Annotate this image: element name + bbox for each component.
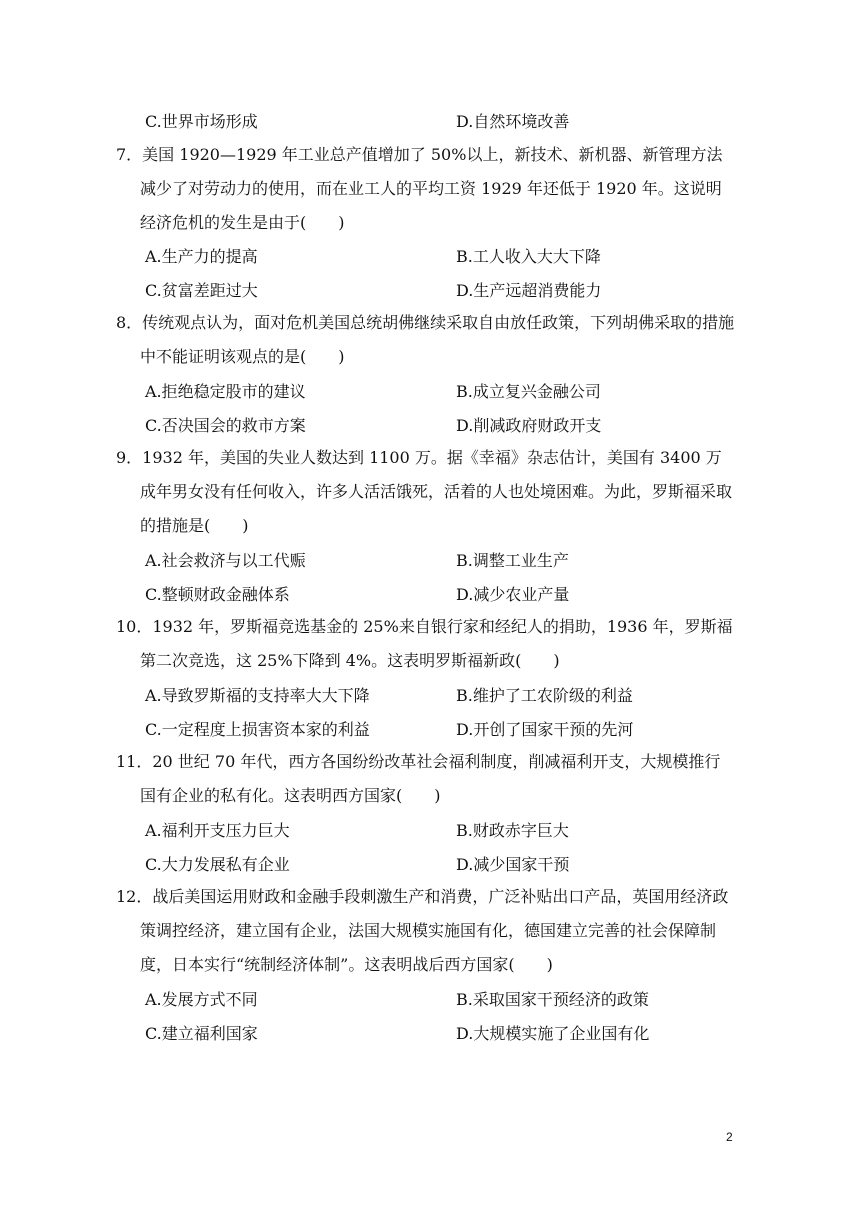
q9-option-d: D.减少农业产量 [456,585,570,604]
q11-option-c: C.大力发展私有企业 [145,855,290,874]
q12-option-b: B.采取国家干预经济的政策 [456,990,649,1009]
q8-option-b: B.成立复兴金融公司 [456,382,601,401]
q6-option-c: C.世界市场形成 [145,112,258,131]
page-number: 2 [726,1130,733,1144]
q8-option-a: A.拒绝稳定股市的建议 [145,382,306,401]
q7-option-c: C.贫富差距过大 [145,281,258,300]
q7-option-d: D.生产远超消费能力 [456,281,602,300]
q10-option-c: C.一定程度上损害资本家的利益 [145,720,370,739]
q12-option-d: D.大规模实施了企业国有化 [456,1024,650,1043]
q10-stem: 10．1932 年，罗斯福竞选基金的 25%来自银行家和经纪人的捐助，1936 年，罗斯福第二次竞选，这 25%下降到 4%。这表明罗斯福新政( ) [116,617,733,670]
q12-option-a: A.发展方式不同 [145,990,258,1009]
q8-stem: 8．传统观点认为，面对危机美国总统胡佛继续采取自由放任政策，下列胡佛采取的措施中不能证明该观点的是( ) [116,313,735,366]
q7-option-a: A.生产力的提高 [145,247,258,266]
q8-option-d: D.削减政府财政开支 [456,416,602,435]
q10-option-b: B.维护了工农阶级的利益 [456,686,633,705]
q9-option-a: A.社会救济与以工代赈 [145,551,306,570]
q11-option-a: A.福利开支压力巨大 [145,821,290,840]
q8-option-c: C.否决国会的救市方案 [145,416,306,435]
q10-option-d: D.开创了国家干预的先河 [456,720,634,739]
q12-option-c: C.建立福利国家 [145,1024,258,1043]
q11-option-b: B.财政赤字巨大 [456,821,569,840]
q9-option-c: C.整顿财政金融体系 [145,585,290,604]
q7-option-b: B.工人收入大大下降 [456,247,601,266]
q10-option-a: A.导致罗斯福的支持率大大下降 [145,686,370,705]
q9-stem: 9．1932 年，美国的失业人数达到 1100 万。据《幸福》杂志估计，美国有 3400 万成年男女没有任何收入，许多人活活饿死，活着的人也处境困难。为此，罗斯福采取的措施是( ) [116,448,733,535]
q12-stem: 12．战后美国运用财政和金融手段刺激生产和消费，广泛补贴出口产品，英国用经济政策调控经济，建立国有企业，法国大规模实施国有化，德国建立完善的社会保障制度，日本实行“统制经济体制”。这表明战后西方国家( ) [116,887,729,974]
q11-option-d: D.减少国家干预 [456,855,570,874]
q6-option-d: D.自然环境改善 [456,112,570,131]
q9-option-b: B.调整工业生产 [456,551,569,570]
q11-stem: 11．20 世纪 70 年代，西方各国纷纷改革社会福利制度，削减福利开支，大规模推行国有企业的私有化。这表明西方国家( ) [116,752,721,805]
q7-stem: 7．美国 1920—1929 年工业总产值增加了 50%以上，新技术、新机器、新管理方法减少了对劳动力的使用，而在业工人的平均工资 1929 年还低于 1920 年。这说明经济危机的发生是由于( ) [116,145,723,232]
